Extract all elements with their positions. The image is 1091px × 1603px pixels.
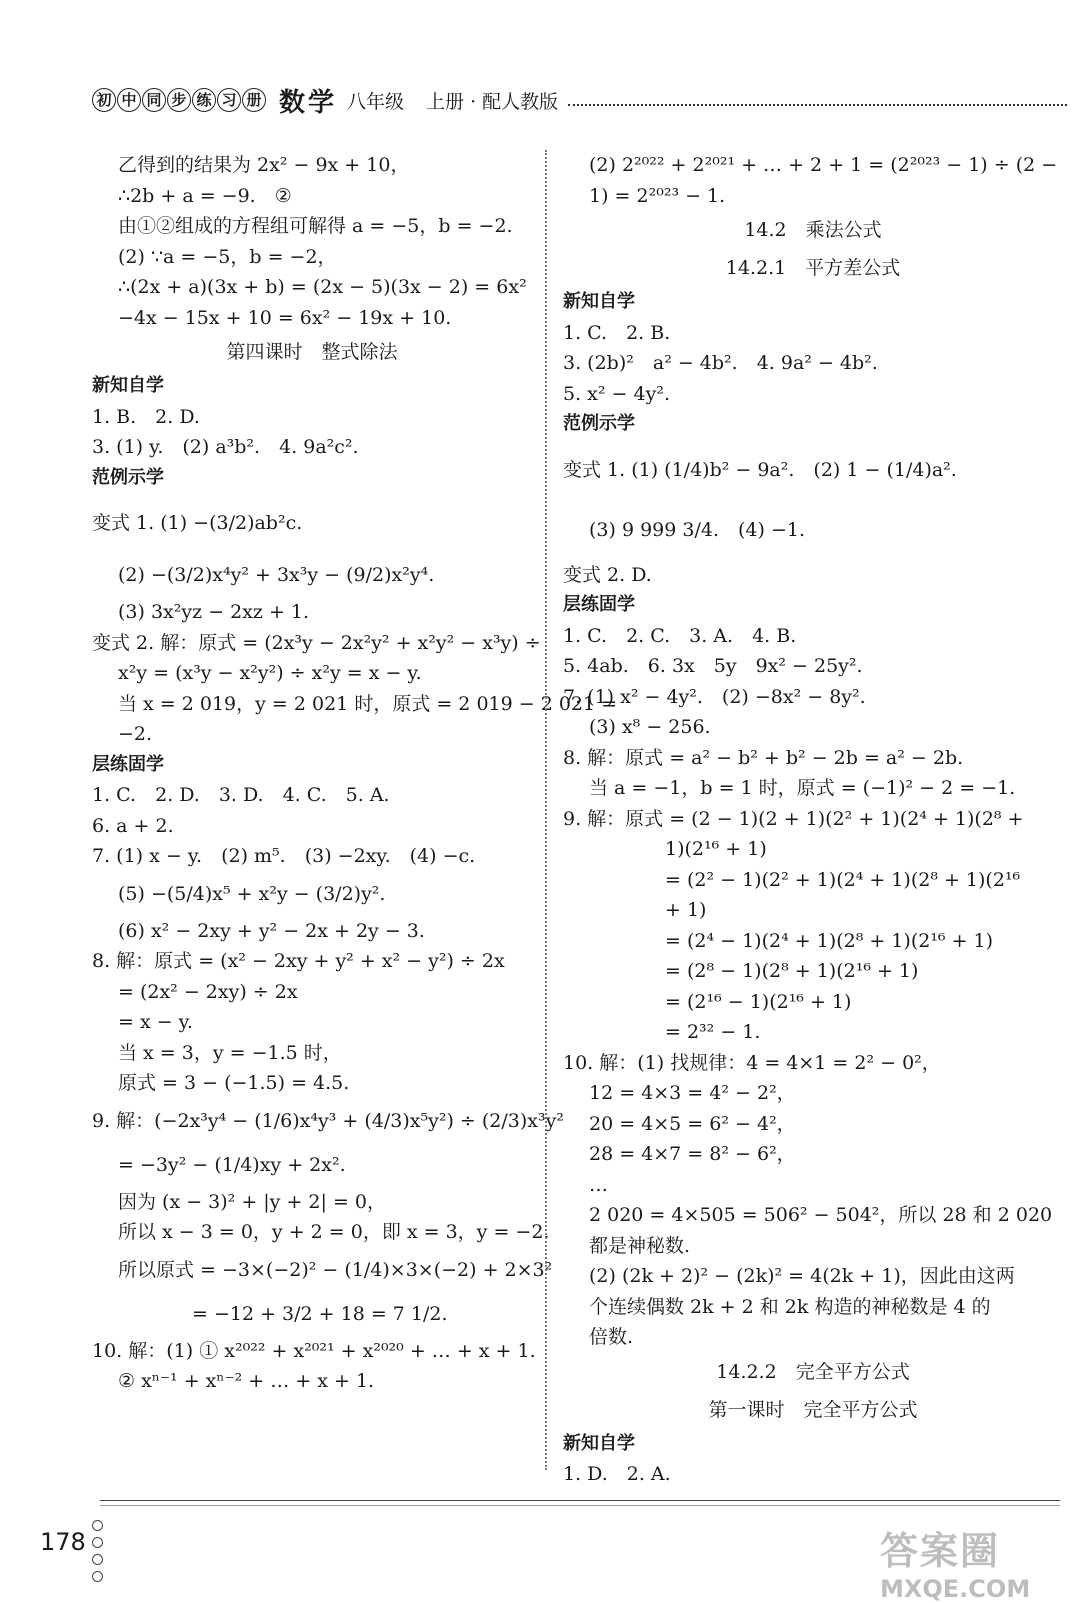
subject-title: 数学 [279,87,338,118]
text-line: 原式 = 3 − (−1.5) = 4.5. [118,1072,350,1094]
text-line: 9. 解：(−2x³y⁴ − (1/6)x⁴y³ + (4/3)x⁵y²) ÷ (2/3)x³y² [92,1109,564,1132]
text-line: = −3y² − (1/4)xy + 2x². [118,1153,346,1176]
series-badge [92,88,267,112]
page-header [92,80,1067,120]
section-heading: 新知自学 [92,375,164,396]
text-line: (6) x² − 2xy + y² − 2x + 2y − 3. [118,919,425,942]
text-line: −4x − 15x + 10 = 6x² − 19x + 10. [118,306,452,329]
section-heading: 范例示学 [563,413,635,434]
text-line: 1. B. 2. D. [92,405,200,428]
text-line: 10. 解：(1) 找规律：4 = 4×1 = 2² − 0²， [563,1051,941,1074]
text-line: 2 020 = 4×505 = 506² − 504²，所以 28 和 2 020 [589,1204,1053,1226]
series-char: 练 [192,88,216,112]
section-title: 14.2 乘法公式 [744,219,882,241]
text-line: (3) x⁸ − 256. [589,716,711,738]
text-line: 28 = 4×7 = 8² − 6²， [589,1143,796,1165]
text-line: (3) 9 999 3/4. (4) −1. [589,518,806,541]
text-line: (2) (2k + 2)² − (2k)² = 4(2k + 1)，因此由这两 [589,1265,1015,1287]
text-line: (2) 2²⁰²² + 2²⁰²¹ + … + 2 + 1 = (2²⁰²³ − 1) ÷ (2 − [589,154,1058,176]
text-line: = (2¹⁶ − 1)(2¹⁶ + 1) [665,990,852,1013]
series-char: 中 [117,88,141,112]
lesson-title: 第四课时 整式除法 [226,341,398,363]
text-line: 个连续偶数 2k + 2 和 2k 构造的神秘数是 4 的 [589,1295,991,1318]
text-line: 所以原式 = −3×(−2)² − (1/4)×3×(−2) + 2×3² [118,1258,553,1281]
text-line: (3) 3x²yz − 2xz + 1. [118,601,310,623]
text-line: = (2x² − 2xy) ÷ 2x [118,980,298,1003]
text-line: 1. C. 2. B. [563,321,671,344]
right-column [563,150,1063,1490]
text-line: 1) = 2²⁰²³ − 1. [589,184,726,207]
text-line: (2) ∵a = −5，b = −2， [118,245,337,268]
series-char: 习 [217,88,241,112]
text-line: 5. 4ab. 6. 3x 5y 9x² − 25y². [563,655,863,677]
ring-icon [92,1571,103,1582]
text-line: 都是神秘数. [589,1234,691,1257]
text-line: 变式 1. (1) −(3/2)ab²c. [92,512,303,534]
series-char: 初 [92,88,116,112]
ring-icon [92,1520,103,1531]
text-line: = −12 + 3/2 + 18 = 7 1/2. [192,1302,448,1325]
text-line: 当 a = −1，b = 1 时，原式 = (−1)² − 2 = −1. [589,777,1016,799]
text-line: ∴(2x + a)(3x + b) = (2x − 5)(3x − 2) = 6x² [118,276,527,298]
page-number: 178 [40,1528,86,1556]
lesson-title: 第一课时 完全平方公式 [708,1398,918,1421]
text-line: (2) −(3/2)x⁴y² + 3x³y − (9/2)x²y⁴. [118,564,435,586]
text-line: 8. 解：原式 = a² − b² + b² − 2b = a² − 2b. [563,746,964,769]
text-line: −2. [118,723,153,745]
text-line: 3. (1) y. (2) a³b². 4. 9a²c². [92,436,359,458]
text-line: = 2³² − 1. [665,1021,761,1043]
subsection-title: 14.2.1 平方差公式 [725,257,901,279]
text-line: 1. D. 2. A. [563,1463,671,1485]
text-line: 当 x = 3，y = −1.5 时， [118,1041,342,1064]
text-line: 20 = 4×5 = 6² − 4²， [589,1112,796,1135]
section-heading: 新知自学 [563,1432,635,1454]
text-line: = (2⁸ − 1)(2⁸ + 1)(2¹⁶ + 1) [665,960,919,982]
text-line: 1. C. 2. D. 3. D. 4. C. 5. A. [92,784,390,806]
text-line: 当 x = 2 019，y = 2 021 时，原式 = 2 019 − 2 021 = [118,692,618,715]
subsection-title: 14.2.2 完全平方公式 [716,1360,910,1383]
text-line: 变式 1. (1) (1/4)b² − 9a². (2) 1 − (1/4)a². [563,458,957,481]
text-line: 变式 2. 解：原式 = (2x³y − 2x²y² + x²y² − x³y) ÷ [92,631,541,654]
text-line: 变式 2. D. [563,563,652,586]
text-line: 1)(2¹⁶ + 1) [665,838,767,860]
text-line: ∴2b + a = −9. ② [118,184,292,207]
text-line: + 1) [665,899,707,921]
text-line: 5. x² − 4y². [563,382,670,405]
header-dotted-rule [568,94,1067,106]
watermark [880,1520,1080,1603]
grade-label: 八年级 [347,90,405,113]
text-line: 10. 解：(1) ① x²⁰²² + x²⁰²¹ + x²⁰²⁰ + … + x + 1. [92,1339,536,1362]
text-line: = (2⁴ − 1)(2⁴ + 1)(2⁸ + 1)(2¹⁶ + 1) [665,929,994,952]
watermark-title: 答案圈 [880,1529,1001,1573]
ring-icon [92,1554,103,1565]
ring-icon [92,1537,103,1548]
text-line: 7. (1) x² − 4y². (2) −8x² − 8y². [563,685,866,708]
text-line: 8. 解：原式 = (x² − 2xy + y² + x² − y²) ÷ 2x [92,950,505,972]
section-heading: 层练固学 [563,594,635,615]
series-char: 同 [142,88,166,112]
text-line: 9. 解：原式 = (2 − 1)(2 + 1)(2² + 1)(2⁴ + 1)(2⁸ + [563,807,1024,830]
text-line: 7. (1) x − y. (2) m⁵. (3) −2xy. (4) −c. [92,845,476,867]
binding-rings-icon [92,1520,103,1588]
series-char: 步 [167,88,191,112]
footer-rule-thin [100,1505,1060,1506]
text-line: 倍数. [589,1326,634,1348]
text-line: 因为 (x − 3)² + |y + 2| = 0， [118,1190,386,1213]
text-line: x²y = (x³y − x²y²) ÷ x²y = x − y. [118,662,422,684]
text-line: 由①②组成的方程组可解得 a = −5，b = −2. [118,215,513,237]
section-heading: 新知自学 [563,291,635,312]
text-line: = x − y. [118,1011,193,1033]
footer-rule [100,1500,1060,1501]
text-line: 6. a + 2. [92,814,174,837]
text-line: 所以 x − 3 = 0，y + 2 = 0，即 x = 3，y = −2. [118,1221,550,1243]
text-line: 3. (2b)² a² − 4b². 4. 9a² − 4b². [563,352,878,374]
text-line: (5) −(5/4)x⁵ + x²y − (3/2)y². [118,882,386,905]
series-char: 册 [242,88,266,112]
text-line: = (2² − 1)(2² + 1)(2⁴ + 1)(2⁸ + 1)(2¹⁶ [665,868,1021,891]
column-divider [545,150,547,1470]
text-line: 12 = 4×3 = 4² − 2²， [589,1082,796,1104]
edition-label: 上册 · 配人教版 [426,90,559,113]
text-line: 乙得到的结果为 2x² − 9x + 10， [118,154,410,176]
text-line: 1. C. 2. C. 3. A. 4. B. [563,624,797,647]
watermark-url: MXQE.COM [880,1575,1031,1603]
section-heading: 层练固学 [92,753,164,775]
section-heading: 范例示学 [92,466,164,488]
text-line: … [589,1173,608,1196]
text-line: ② xⁿ⁻¹ + xⁿ⁻² + … + x + 1. [118,1370,375,1392]
